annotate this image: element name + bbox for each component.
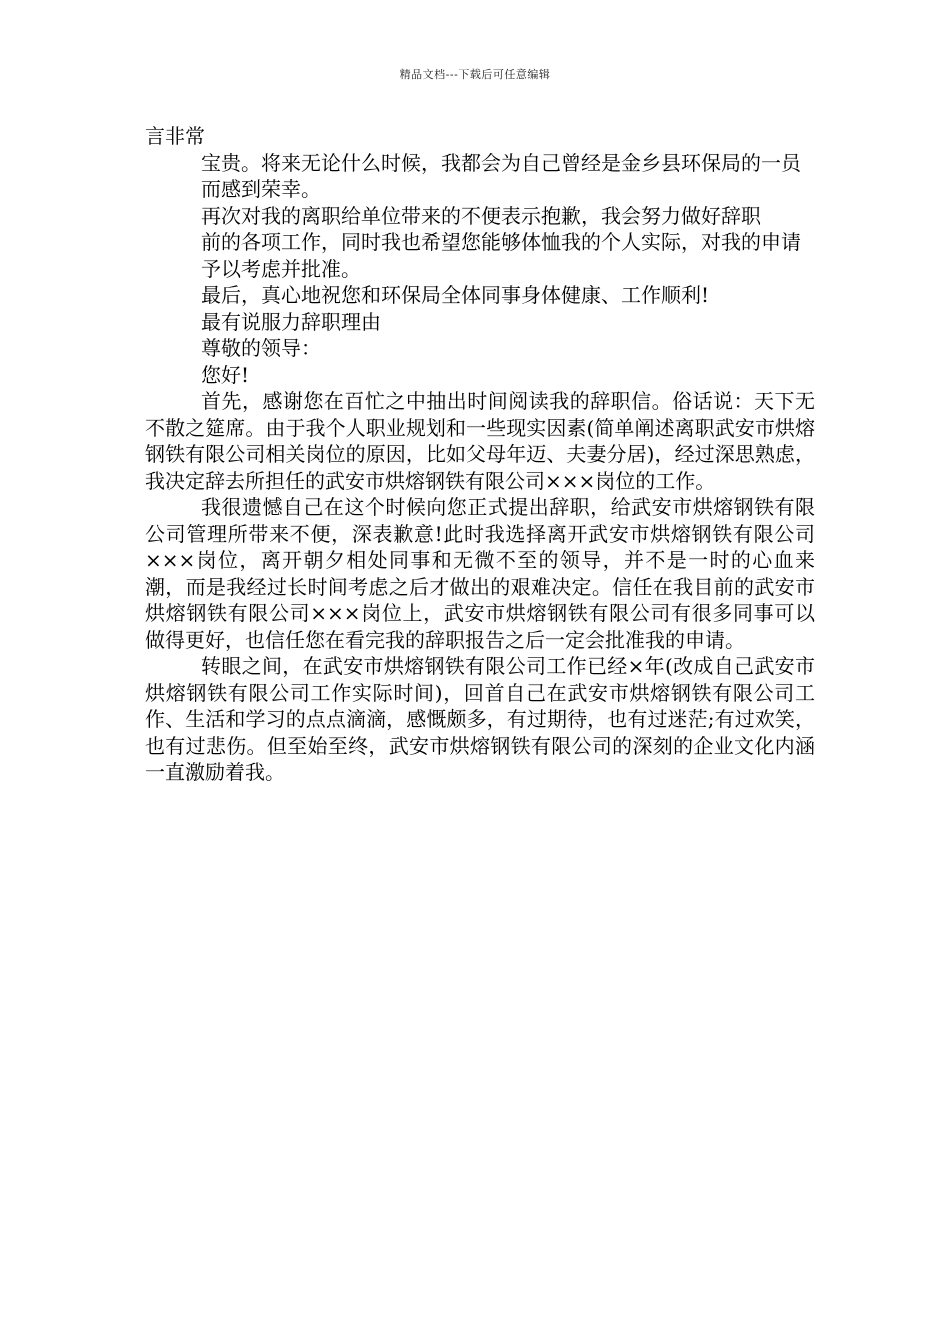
paragraph: 前的各项工作，同时我也希望您能够体恤我的个人实际，对我的申请 bbox=[201, 230, 801, 254]
page-header: 精品文档---下载后可任意编辑 bbox=[399, 68, 551, 81]
paragraph: 我很遗憾自己在这个时候向您正式提出辞职，给武安市烘熔钢铁有限公司管理所带来不便，深表歉意!此时我选择离开武安市烘熔钢铁有限公司×××岗位，离开朝夕相处同事和无微不至的领导，并不是一时的心血来潮，而是我经过长时间考虑之后才做出的艰难决定。信任在我目前的武安市烘熔钢铁有限公司×××岗位上，武安市烘熔钢铁有限公司有很多同事可以做得更好，也信任您在看完我的辞职报告之后一定会批准我的申请。 bbox=[145, 495, 815, 652]
greeting: 您好! bbox=[201, 362, 250, 387]
paragraph: 言非常 bbox=[145, 124, 205, 148]
paragraph: 首先，感谢您在百忙之中抽出时间阅读我的辞职信。俗话说：天下无不散之筵席。由于我个人职业规划和一些现实因素(简单阐述离职武安市烘熔钢铁有限公司相关岗位的原因，比如父母年迈、夫妻分居)，经过深思熟虑，我决定辞去所担任的武安市烘熔钢铁有限公司×××岗位的工作。 bbox=[145, 389, 815, 493]
paragraph: 转眼之间，在武安市烘熔钢铁有限公司工作已经×年(改成自己武安市烘熔钢铁有限公司工作实际时间)，回首自己在武安市烘熔钢铁有限公司工作、生活和学习的点点滴滴，感慨颇多，有过期待，也有过迷茫;有过欢笑，也有过悲伤。但至始至终，武安市烘熔钢铁有限公司的深刻的企业文化内涵一直激励着我。 bbox=[145, 654, 815, 784]
paragraph: 予以考虑并批准。 bbox=[201, 256, 361, 281]
paragraph: 再次对我的离职给单位带来的不便表示抱歉，我会努力做好辞职 bbox=[201, 203, 761, 228]
salutation: 尊敬的领导： bbox=[201, 336, 321, 360]
document-body bbox=[145, 123, 815, 786]
paragraph: 最后，真心地祝您和环保局全体同事身体健康、工作顺利! bbox=[201, 283, 710, 307]
section-title: 最有说服力辞职理由 bbox=[201, 309, 381, 334]
paragraph: 而感到荣幸。 bbox=[201, 177, 321, 201]
paragraph: 宝贵。将来无论什么时候，我都会为自己曾经是金乡县环保局的一员 bbox=[201, 150, 801, 175]
